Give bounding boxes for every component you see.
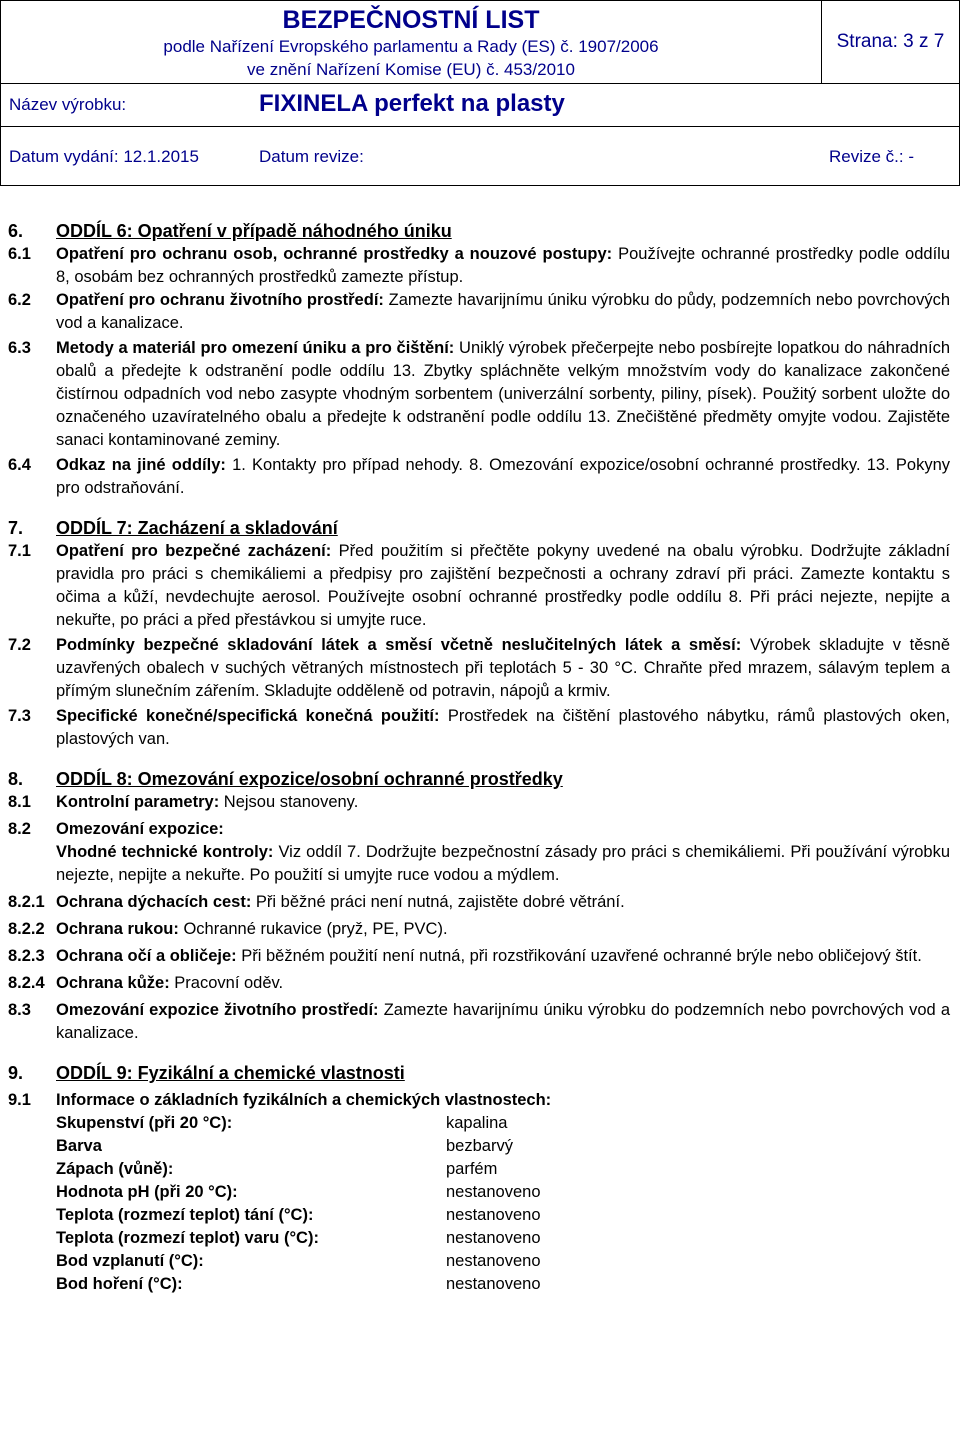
item-6-4: 6.4 Odkaz na jiné oddíly: 1. Kontakty pro případ nehody. 8. Omezování expozice/osobní ochranné prostředky. 13. Pokyny pro odstraňování. xyxy=(8,456,950,497)
product-label: Název výrobku: xyxy=(9,95,127,114)
header-title-cell xyxy=(1,1,822,83)
item-7-3: 7.3 Specifické konečné/specifická konečná použití: Prostředek na čištění plastového nábytku, rámů plastových oken, plastových van. xyxy=(8,707,950,748)
item-8-2-1: 8.2.1 Ochrana dýchacích cest: Při běžné práci není nutná, zajistěte dobré větrání. xyxy=(8,893,625,911)
section-9-heading: 9. ODDÍL 9: Fyzikální a chemické vlastnosti xyxy=(8,1063,405,1083)
property-row: Teplota (rozmezí teplot) tání (°C): nestanoveno xyxy=(56,1206,541,1224)
property-row: Zápach (vůně): parfém xyxy=(56,1160,498,1178)
item-8-2-4: 8.2.4 Ochrana kůže: Pracovní oděv. xyxy=(8,974,284,992)
item-7-1: 7.1 Opatření pro bezpečné zacházení: Před použitím si přečtěte pokyny uvedené na obalu výrobku. Dodržujte základní pravidla pro práci s chemikáliemi a předpisy pro zajištění bezpečnosti a ochrany zdraví při práci. Zamezte kontaktu s očima a kůží, nevdechujte aerosol. Používejte osobní ochranné prostředky podle oddílu 8. Při práci nejezte, nepijte a nekuřte, po práci a před přestávkou si umyjte ruce. xyxy=(8,542,951,629)
item-8-2-3: 8.2.3 Ochrana očí a obličeje: Při běžném použití není nutná, při rozstřikování uzavřené ochranné brýle nebo obličejový štít. xyxy=(8,947,922,965)
property-row: Skupenství (při 20 °C): kapalina xyxy=(56,1114,508,1132)
page-number: Strana: 3 z 7 xyxy=(836,31,945,52)
section-7-heading: 7. ODDÍL 7: Zacházení a skladování xyxy=(8,518,338,538)
item-6-2: 6.2 Opatření pro ochranu životního prostředí: Zamezte havarijnímu úniku výrobku do půdy, podzemních nebo povrchových vod a kanalizace. xyxy=(8,291,950,332)
item-6-1: 6.1 Opatření pro ochranu osob, ochranné prostředky a nouzové postupy: Používejte ochranné prostředky podle oddílu 8, osobám bez ochranných prostředků zamezte přístup. xyxy=(8,245,950,286)
section-6-heading: 6. ODDÍL 6: Opatření v případě náhodného úniku xyxy=(8,221,452,241)
property-row: Hodnota pH (při 20 °C): nestanoveno xyxy=(56,1183,541,1201)
item-9-1: 9.1 Informace o základních fyzikálních a chemických vlastnostech: xyxy=(8,1091,552,1109)
properties-list xyxy=(56,1112,950,1296)
item-8-3: 8.3 Omezování expozice životního prostředí: Zamezte havarijnímu úniku výrobku do podzemních nebo povrchových vod a kanalizace. xyxy=(8,1001,951,1042)
product-name: FIXINELA perfekt na plasty xyxy=(259,90,565,117)
document-body xyxy=(8,219,950,1296)
header-date-row xyxy=(0,127,960,186)
item-8-2: 8.2 Omezování expozice: Vhodné technické kontroly: Viz oddíl 7. Dodržujte bezpečnostní zásady pro práci s chemikáliemi. Při používání výrobku nejezte, nepijte a nekuřte. Po použití si umyjte ruce vodou a mýdlem. xyxy=(8,820,950,884)
revision-number: Revize č.: - xyxy=(829,147,915,166)
revision-date: Datum revize: xyxy=(259,147,364,166)
item-7-2: 7.2 Podmínky bezpečné skladování látek a směsí včetně neslučitelných látek a směsí: Výrobek skladujte v těsně uzavřených obalech v suchých větraných místnostech při teplotách 5 - 30 °C. Chraňte před mrazem, sálavým teplem a přímým slunečním zářením. Skladujte odděleně od potravin, nápojů a krmiv. xyxy=(8,636,950,700)
issue-date: Datum vydání: 12.1.2015 xyxy=(9,147,199,166)
header-top-row xyxy=(0,0,960,84)
amendment-line: ve znění Nařízení Komise (EU) č. 453/2010 xyxy=(247,60,575,79)
property-row: Barva bezbarvý xyxy=(56,1137,513,1155)
header-product-row xyxy=(0,82,960,127)
item-8-1: 8.1 Kontrolní parametry: Nejsou stanoveny. xyxy=(8,793,359,811)
property-row: Bod hoření (°C): nestanoveno xyxy=(56,1275,541,1293)
section-8-heading: 8. ODDÍL 8: Omezování expozice/osobní ochranné prostředky xyxy=(8,769,563,789)
document-title: BEZPEČNOSTNÍ LIST xyxy=(282,6,540,34)
property-row: Teplota (rozmezí teplot) varu (°C): nestanoveno xyxy=(56,1229,541,1247)
regulation-line: podle Nařízení Evropského parlamentu a Rady (ES) č. 1907/2006 xyxy=(163,37,659,56)
property-row: Bod vzplanutí (°C): nestanoveno xyxy=(56,1252,541,1270)
item-8-2-2: 8.2.2 Ochrana rukou: Ochranné rukavice (pryž, PE, PVC). xyxy=(8,920,448,938)
item-6-3: 6.3 Metody a materiál pro omezení úniku a pro čištění: Uniklý výrobek přečerpejte nebo posbírejte lopatkou do náhradních obalů a předejte k odstranění podle oddílu 13. Zbytky spláchněte velkým množstvím vody do kanalizace zakončené čistírnou odpadních vod nebo zasypte vhodným sorbentem (univerzální sorbenty, piliny, písek). Použitý sorbent uložte do označeného uzavíratelného obalu a předejte k odstranění podle oddílu 13. Znečištěné předměty omyjte vodou. Zajistěte sanaci kontaminované zeminy. xyxy=(8,339,951,449)
